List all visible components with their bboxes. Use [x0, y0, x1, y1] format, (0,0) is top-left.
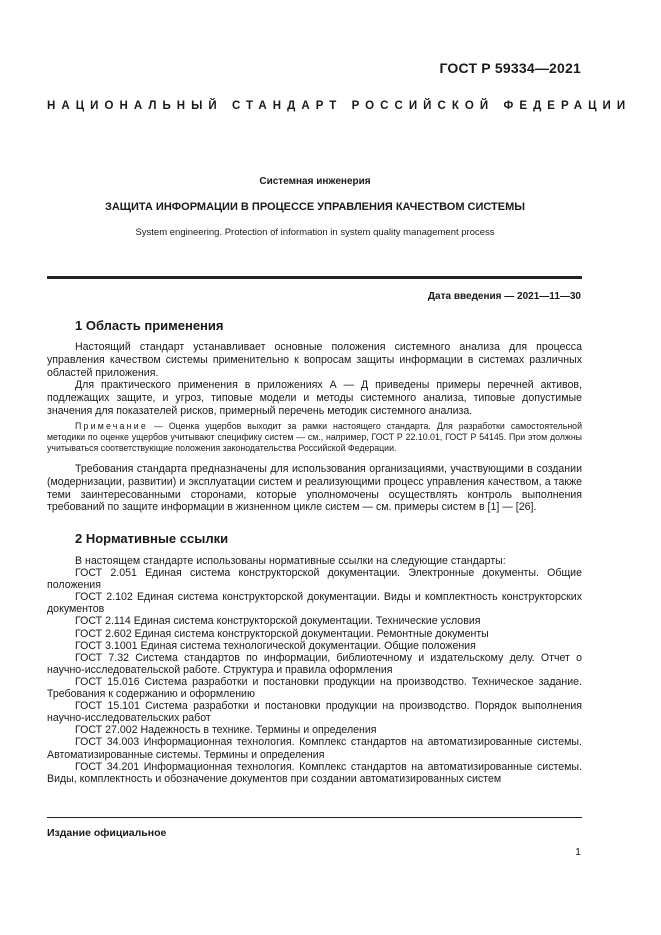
reference-item: ГОСТ 27.002 Надежность в технике. Термины и определения [75, 724, 377, 737]
section-2-heading: 2 Нормативные ссылки [75, 531, 229, 546]
reference-item: ГОСТ 2.114 Единая система конструкторской документации. Технические условия [75, 615, 481, 628]
document-title: ЗАЩИТА ИНФОРМАЦИИ В ПРОЦЕССЕ УПРАВЛЕНИЯ КАЧЕСТВОМ СИСТЕМЫ [104, 201, 526, 213]
reference-item: ГОСТ 2.051 Единая система конструкторской документации. Электронные документы. Общие положения [47, 567, 582, 592]
note-text: — Оценка ущербов выходит за рамки настоящего стандарта. Для разработки самостоятельной методики по оценке ущербов учитывают специфику систем — см., например, ГОСТ Р 22.10.01, ГОСТ Р 54145. При этом должны учитываться соответствующие положения законодательства Российской Федерации. [47, 421, 582, 453]
document-subtitle: Системная инженерия [259, 176, 371, 187]
english-title: System engineering. Protection of information in system quality management process [135, 227, 495, 238]
section-1-body [47, 341, 582, 418]
reference-item: ГОСТ 15.016 Система разработки и постановки продукции на производство. Техническое задание. Требования к содержанию и оформлению [47, 675, 582, 701]
section-1-heading: 1 Область применения [75, 318, 224, 333]
page-number: 1 [575, 846, 581, 858]
note-lead: Примечание [75, 421, 148, 431]
section-1-paragraph-1: Настоящий стандарт устанавливает основные положения системного анализа для процесса управления качеством системы применительно к вопросам защиты информации в системах различных областей приложения. [47, 341, 582, 379]
section-1-paragraph-3: Требования стандарта предназначены для использования организациями, участвующими в создании (модернизации, развитии) и эксплуатации систем и реализующими процесс управления качеством, а также теми заинтересованными сторонами, которые уполномочены осуществлять контроль выполнения требований по защите информации в жизненном цикле систем — см. примеры систем в [1] — [26]. [47, 463, 582, 514]
section-1-body-2 [47, 463, 582, 514]
title-divider [47, 276, 582, 279]
national-standard-title: НАЦИОНАЛЬНЫЙ СТАНДАРТ РОССИЙСКОЙ ФЕДЕРАЦИИ [47, 100, 632, 112]
reference-item: ГОСТ 3.1001 Единая система технологической документации. Общие положения [75, 639, 476, 652]
reference-item: ГОСТ 34.201 Информационная технология. Комплекс стандартов на автоматизированные системы. Виды, комплектность и обозначение документов при создании автоматизированных систем [47, 760, 582, 785]
references-intro: В настоящем стандарте использованы нормативные ссылки на следующие стандарты: [75, 555, 506, 567]
footer-divider [47, 817, 582, 818]
section-1-paragraph-2: Для практического применения в приложениях А — Д приведены примеры перечней активов, подлежащих защите, и угроз, типовые модели и методы системного анализа, типовые допустимые значения для показателей рисков, примерный перечень методик системного анализа. [47, 379, 582, 417]
introduction-date: Дата введения — 2021—11—30 [427, 291, 581, 302]
section-1-note [47, 421, 582, 454]
reference-item: ГОСТ 2.102 Единая система конструкторской документации. Виды и комплектность конструкторских документов [47, 591, 582, 616]
reference-item: ГОСТ 2.602 Единая система конструкторской документации. Ремонтные документы [75, 627, 489, 640]
normative-references-list [47, 555, 582, 785]
official-edition-label: Издание официальное [47, 827, 167, 839]
reference-item: ГОСТ 7.32 Система стандартов по информации, библиотечному и издательскому делу. Отчет о научно-исследовательской работе. Структура и правила оформления [47, 651, 582, 676]
standard-number: ГОСТ Р 59334—2021 [439, 60, 581, 76]
reference-item: ГОСТ 34.003 Информационная технология. Комплекс стандартов на автоматизированные системы. Автоматизированные системы. Термины и определения [47, 736, 582, 761]
reference-item: ГОСТ 15.101 Система разработки и постановки продукции на производство. Порядок выполнения научно-исследовательских работ [47, 700, 582, 725]
